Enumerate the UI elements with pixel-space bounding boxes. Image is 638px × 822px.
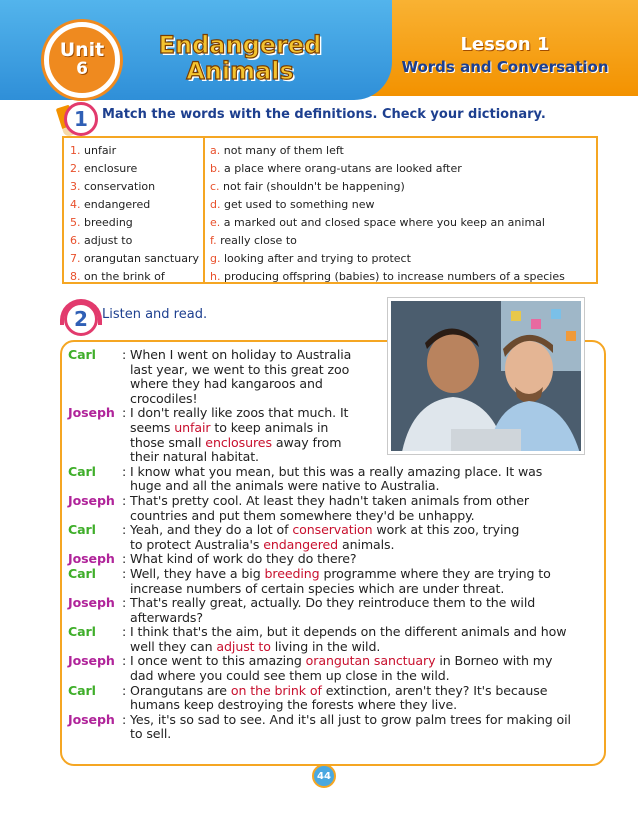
dialogue-segment: Orangutans are <box>130 682 231 698</box>
speaker-separator: : <box>122 653 127 669</box>
speaker-name: Joseph <box>68 405 115 421</box>
dialogue-segment: their natural habitat. <box>130 449 259 465</box>
speaker-separator: : <box>122 463 127 479</box>
definition-key: d. <box>210 198 221 211</box>
dialogue-text <box>130 392 598 407</box>
definition-row <box>210 250 596 268</box>
definition-key: e. <box>210 216 221 229</box>
dialogue-segment: I once went to this amazing <box>130 653 306 669</box>
dialogue-segment: I don't really like zoos that much. It <box>130 405 349 421</box>
dialogue-text <box>130 450 598 465</box>
dialogue-segment: away from <box>271 434 342 450</box>
word-key: 5. <box>70 216 81 229</box>
match-table <box>62 136 598 284</box>
dialogue-segment: That's really great, actually. Do they reintroduce them to the wild <box>130 595 536 611</box>
speaker-separator <box>122 582 130 597</box>
dialogue-line <box>68 421 598 436</box>
speaker-name <box>68 538 122 553</box>
dialogue-text <box>130 523 598 538</box>
page-number: 44 <box>312 764 336 788</box>
speaker-name <box>68 582 122 597</box>
dialogue-segment: to protect Australia's <box>130 536 264 552</box>
dialogue-line <box>68 552 598 567</box>
speaker-separator: : <box>122 522 127 538</box>
dialogue-line <box>68 640 598 655</box>
speaker-separator <box>122 538 130 553</box>
dialogue-line <box>68 698 598 713</box>
unit-word: Unit <box>59 39 105 62</box>
dialogue-text <box>130 640 598 655</box>
dialogue-segment: to sell. <box>130 726 172 742</box>
speaker-separator <box>122 377 130 392</box>
lesson-title: Lesson 1 <box>460 34 550 55</box>
definition-text: get used to something new <box>223 198 375 211</box>
dialogue-segment: Yes, it's so sad to see. And it's all just to grow palm trees for making oil <box>130 711 571 727</box>
dialogue-line <box>68 406 598 421</box>
word-row <box>70 142 203 160</box>
dialogue-segment: humans keep destroying the forests where they live. <box>130 697 458 713</box>
unit-title-line2: Animals <box>186 57 294 86</box>
word-key: 4. <box>70 198 81 211</box>
dialogue-line <box>68 509 598 524</box>
speaker-name <box>68 509 122 524</box>
dialogue-segment: afterwards? <box>130 609 203 625</box>
vocabulary-highlight: orangutan sanctuary <box>305 653 436 669</box>
definition-row <box>210 160 596 178</box>
speaker-separator <box>122 509 130 524</box>
dialogue-segment: I know what you mean, but this was a really amazing place. It was <box>130 463 543 479</box>
speaker-separator <box>122 421 130 436</box>
dialogue-line <box>68 494 598 509</box>
word-row <box>70 214 203 232</box>
definition-key: b. <box>210 162 221 175</box>
dialogue-line <box>68 392 598 407</box>
dialogue-text <box>130 669 598 684</box>
word-row <box>70 250 203 268</box>
dialogue-segment: I think that's the aim, but it depends on the different animals and how <box>130 624 567 640</box>
word-text: enclosure <box>84 162 138 175</box>
speaker-separator: : <box>122 405 127 421</box>
definitions-column <box>205 138 596 282</box>
section-1-number: 1 <box>64 102 98 136</box>
speaker-separator: : <box>122 595 127 611</box>
speaker-name <box>68 377 122 392</box>
word-text: conservation <box>84 180 156 193</box>
dialogue-segment: extinction, aren't they? It's because <box>321 682 548 698</box>
section-2-instruction: Listen and read. <box>102 307 208 322</box>
speaker-separator <box>122 640 130 655</box>
dialogue-text <box>130 494 598 509</box>
dialogue-segment: huge and all the animals were native to Australia. <box>130 478 440 494</box>
definition-key: g. <box>210 252 221 265</box>
definition-text: not many of them left <box>223 144 344 157</box>
dialogue-segment: well they can <box>130 638 217 654</box>
vocabulary-highlight: breeding <box>264 565 320 581</box>
definition-row <box>210 178 596 196</box>
vocabulary-highlight: endangered <box>263 536 339 552</box>
speaker-name: Joseph <box>68 551 115 567</box>
definition-key: h. <box>210 270 221 283</box>
dialogue-line <box>68 625 598 640</box>
dialogue-text <box>130 552 598 567</box>
dialogue-text <box>130 727 598 742</box>
speaker-separator <box>122 363 130 378</box>
definition-text: a place where orang-utans are looked after <box>223 162 462 175</box>
definition-row <box>210 142 596 160</box>
speaker-name: Carl <box>68 463 96 479</box>
word-text: unfair <box>84 144 117 157</box>
dialogue-segment: Well, they have a big <box>130 565 265 581</box>
word-text: orangutan sanctuary <box>84 252 199 265</box>
dialogue-text <box>130 698 598 713</box>
speaker-separator <box>122 479 130 494</box>
speaker-separator <box>122 450 130 465</box>
speaker-separator <box>122 392 130 407</box>
lesson-subtitle: Words and Conversation <box>401 58 609 76</box>
dialogue-text <box>130 611 598 626</box>
definition-text: looking after and trying to protect <box>223 252 411 265</box>
dialogue-line <box>68 684 598 699</box>
speaker-name: Joseph <box>68 595 115 611</box>
dialogue-line <box>68 450 598 465</box>
dialogue-segment: programme where they are trying to <box>319 565 551 581</box>
speaker-name <box>68 479 122 494</box>
dialogue-text <box>130 567 598 582</box>
dialogue-segment: increase numbers of certain species which are under threat. <box>130 580 505 596</box>
speaker-separator: : <box>122 551 127 567</box>
section-1-instruction: Match the words with the definitions. Check your dictionary. <box>102 107 546 122</box>
dialogue-text <box>130 654 598 669</box>
dialogue-segment: seems <box>130 419 175 435</box>
dialogue-text <box>130 465 598 480</box>
speaker-name: Carl <box>68 565 96 581</box>
definition-text: a marked out and closed space where you keep an animal <box>223 216 545 229</box>
speaker-name: Carl <box>68 347 96 362</box>
vocabulary-highlight: adjust to <box>216 638 271 654</box>
definition-row <box>210 268 596 286</box>
speaker-name <box>68 421 122 436</box>
speaker-name <box>68 640 122 655</box>
dialogue-segment: Yeah, and they do a lot of <box>130 522 293 538</box>
speaker-separator <box>122 727 130 742</box>
word-text: on the brink of <box>84 270 165 283</box>
speaker-separator <box>122 698 130 713</box>
dialogue-line <box>68 669 598 684</box>
unit-title-line1: Endangered <box>158 31 322 59</box>
word-key: 8. <box>70 270 81 283</box>
word-row <box>70 268 203 286</box>
definition-key: f. <box>210 234 217 247</box>
word-key: 6. <box>70 234 81 247</box>
dialogue-text <box>130 479 598 494</box>
definition-key: c. <box>210 180 220 193</box>
dialogue-text <box>130 406 598 421</box>
dialogue-line <box>68 436 598 451</box>
dialogue-segment: to keep animals in <box>210 419 329 435</box>
definition-row <box>210 214 596 232</box>
dialogue-line <box>68 713 598 728</box>
unit-badge <box>44 22 120 98</box>
dialogue-segment: countries and put them somewhere they'd be unhappy. <box>130 507 475 523</box>
dialogue-segment: What kind of work do they do there? <box>130 551 357 567</box>
dialogue-segment: animals. <box>338 536 395 552</box>
dialogue-segment: That's pretty cool. At least they hadn't taken animals from other <box>130 492 530 508</box>
definition-row <box>210 196 596 214</box>
section-2-number: 2 <box>64 302 98 336</box>
dialogue-text <box>130 363 598 378</box>
definition-text: producing offspring (babies) to increase numbers of a species <box>223 270 565 283</box>
speaker-name: Carl <box>68 624 96 640</box>
word-key: 2. <box>70 162 81 175</box>
speaker-name <box>68 669 122 684</box>
vocabulary-highlight: enclosures <box>205 434 272 450</box>
speaker-name <box>68 698 122 713</box>
dialogue-text <box>130 625 598 640</box>
speaker-name <box>68 392 122 407</box>
dialogue-line <box>68 596 598 611</box>
word-key: 3. <box>70 180 81 193</box>
speaker-name: Joseph <box>68 653 115 669</box>
speaker-separator: : <box>122 624 127 640</box>
word-text: adjust to <box>84 234 133 247</box>
speaker-name <box>68 363 122 378</box>
dialogue-segment: crocodiles! <box>130 390 198 406</box>
definition-text: not fair (shouldn't be happening) <box>223 180 405 193</box>
definition-text: really close to <box>220 234 297 247</box>
word-row <box>70 160 203 178</box>
speaker-separator: : <box>122 565 127 581</box>
speaker-separator <box>122 669 130 684</box>
speaker-name: Joseph <box>68 492 115 508</box>
dialogue-segment: dad where you could see them up close in the wild. <box>130 668 450 684</box>
speaker-name <box>68 611 122 626</box>
word-text: endangered <box>84 198 151 211</box>
word-row <box>70 196 203 214</box>
dialogue-segment: last year, we went to this great zoo <box>130 361 350 377</box>
dialogue-line <box>68 567 598 582</box>
speaker-separator <box>122 436 130 451</box>
dialogue-text <box>130 582 598 597</box>
speaker-name: Carl <box>68 522 96 538</box>
word-key: 7. <box>70 252 81 265</box>
dialogue-line <box>68 377 598 392</box>
dialogue-segment: work at this zoo, trying <box>372 522 520 538</box>
dialogue-line <box>68 348 598 363</box>
word-row <box>70 178 203 196</box>
definition-row <box>210 232 596 250</box>
dialogue <box>68 348 598 742</box>
dialogue-line <box>68 727 598 742</box>
speaker-separator: : <box>122 682 127 698</box>
dialogue-text <box>130 596 598 611</box>
vocabulary-highlight: unfair <box>174 419 211 435</box>
speaker-separator: : <box>122 347 127 362</box>
word-key: 1. <box>70 144 81 157</box>
dialogue-line <box>68 538 598 553</box>
unit-number: 6 <box>76 59 88 80</box>
dialogue-segment: where they had kangaroos and <box>130 376 323 392</box>
speaker-name <box>68 727 122 742</box>
definition-key: a. <box>210 144 221 157</box>
dialogue-line <box>68 363 598 378</box>
speaker-separator <box>122 611 130 626</box>
dialogue-text <box>130 377 598 392</box>
dialogue-line <box>68 465 598 480</box>
word-row <box>70 232 203 250</box>
dialogue-segment: in Borneo with my <box>435 653 553 669</box>
speaker-separator: : <box>122 492 127 508</box>
dialogue-segment: those small <box>130 434 206 450</box>
unit-title <box>140 32 340 85</box>
dialogue-segment: living in the wild. <box>270 638 381 654</box>
speaker-name: Carl <box>68 682 96 698</box>
word-text: breeding <box>84 216 133 229</box>
dialogue-line <box>68 523 598 538</box>
dialogue-line <box>68 582 598 597</box>
speaker-name <box>68 450 122 465</box>
speaker-separator: : <box>122 711 127 727</box>
dialogue-text <box>130 713 598 728</box>
dialogue-text <box>130 538 598 553</box>
dialogue-text <box>130 421 598 436</box>
speaker-name <box>68 436 122 451</box>
vocabulary-highlight: conservation <box>292 522 373 538</box>
dialogue-line <box>68 479 598 494</box>
dialogue-line <box>68 611 598 626</box>
dialogue-segment: When I went on holiday to Australia <box>130 347 352 362</box>
dialogue-text <box>130 348 598 363</box>
speaker-name: Joseph <box>68 711 115 727</box>
vocabulary-highlight: on the brink of <box>230 682 322 698</box>
words-column <box>64 138 205 282</box>
dialogue-text <box>130 684 598 699</box>
dialogue-text <box>130 509 598 524</box>
dialogue-line <box>68 654 598 669</box>
dialogue-text <box>130 436 598 451</box>
